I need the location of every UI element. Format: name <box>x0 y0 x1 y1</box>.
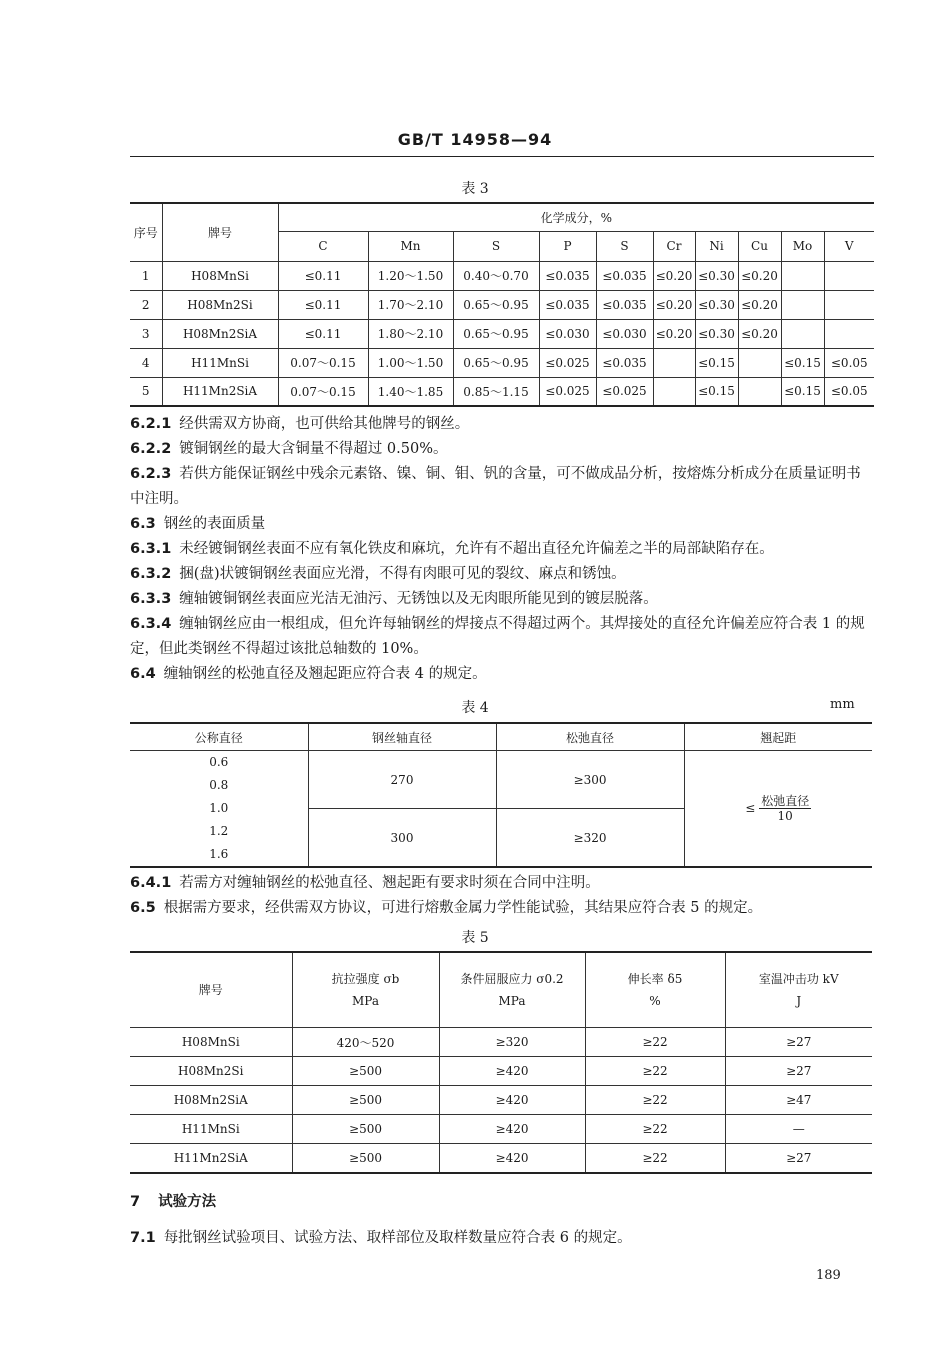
table3-cell-value: 0.40～0.70 <box>453 261 539 290</box>
table3-caption: 表 3 <box>461 181 489 197</box>
table3-cell-value: ≤0.025 <box>539 348 596 377</box>
table3-row <box>130 348 874 377</box>
table5-cell: 420～520 <box>292 1028 439 1057</box>
table3-cell-value: ≤0.035 <box>539 261 596 290</box>
table4-header: 钢丝轴直径 <box>308 723 496 751</box>
table5-cell: ≥320 <box>439 1028 585 1057</box>
table5-row <box>130 1057 872 1086</box>
table3-cell-value: ≤0.11 <box>278 290 368 319</box>
table3-element-header: C <box>278 231 368 261</box>
table3-cell-no: 4 <box>130 348 162 377</box>
paragraphs-6-4-1-and-6-5 <box>130 871 875 921</box>
table5-cell: ≥500 <box>292 1144 439 1173</box>
table4-relaxed-diameter: ≥300 <box>496 751 684 809</box>
table3-cell-value: ≤0.05 <box>824 348 874 377</box>
table5-cell: ≥22 <box>585 1115 725 1144</box>
table4-spool-dimensions <box>130 722 872 868</box>
paragraph: 6.5 根据需方要求，经供需双方协议，可进行熔敷金属力学性能试验，其结果应符合表 5 的规定。 <box>130 900 763 916</box>
paragraph: 6.2.1 经供需双方协商，也可供给其他牌号的钢丝。 <box>130 416 470 432</box>
table3-cell-value: ≤0.15 <box>781 377 824 406</box>
table3-element-header: Mo <box>781 231 824 261</box>
table5-row <box>130 1144 872 1173</box>
paragraph: 6.3.3 缠轴镀铜钢丝表面应光洁无油污、无锈蚀以及无肉眼所能见到的镀层脱落。 <box>130 591 658 607</box>
table5-caption: 表 5 <box>461 930 489 946</box>
table3-cell-value <box>781 290 824 319</box>
table3-cell-value: 1.20～1.50 <box>368 261 453 290</box>
table3-cell-value <box>738 348 781 377</box>
table3-cell-value: 0.65～0.95 <box>453 348 539 377</box>
paragraph: 6.4 缠轴钢丝的松弛直径及翘起距应符合表 4 的规定。 <box>130 666 487 682</box>
table3-cell-value: 0.07～0.15 <box>278 348 368 377</box>
table3-cell-grade: H08Mn2SiA <box>162 319 278 348</box>
table3-cell-value <box>653 377 695 406</box>
paragraph: 6.3.1 未经镀铜钢丝表面不应有氧化铁皮和麻坑，允许有不超出直径允许偏差之半的局部缺陷存在。 <box>130 541 774 557</box>
table3-cell-no: 2 <box>130 290 162 319</box>
table5-cell: ≥420 <box>439 1144 585 1173</box>
table3-element-header: P <box>539 231 596 261</box>
table3-cell-value: ≤0.20 <box>738 261 781 290</box>
table5-cell: — <box>725 1115 872 1144</box>
table3-chemical-composition <box>130 202 874 407</box>
section-7-heading: 7 试验方法 <box>130 1194 217 1210</box>
table3-cell-value <box>781 319 824 348</box>
table3-cell-value: ≤0.20 <box>653 290 695 319</box>
table5-cell: ≥500 <box>292 1057 439 1086</box>
table3-cell-value <box>781 261 824 290</box>
paragraphs-6-2-to-6-4 <box>130 412 875 687</box>
table3-cell-grade: H11Mn2SiA <box>162 377 278 406</box>
table3-cell-value <box>738 377 781 406</box>
paragraph: 6.4.1 若需方对缠轴钢丝的松弛直径、翘起距有要求时须在合同中注明。 <box>130 875 600 891</box>
paragraph: 6.3.2 捆(盘)状镀铜钢丝表面应光滑，不得有肉眼可见的裂纹、麻点和锈蚀。 <box>130 566 626 582</box>
table3-header-grade: 牌号 <box>162 203 278 261</box>
table3-cell-value: ≤0.30 <box>695 319 738 348</box>
table5-header: 牌号 <box>130 952 292 1028</box>
table3-cell-value: ≤0.025 <box>596 377 653 406</box>
table3-cell-no: 1 <box>130 261 162 290</box>
table5-cell: ≥22 <box>585 1086 725 1115</box>
table5-cell: ≥27 <box>725 1057 872 1086</box>
table3-cell-value: ≤0.030 <box>596 319 653 348</box>
table5-header: 抗拉强度 σb MPa <box>292 952 439 1028</box>
table3-cell-no: 3 <box>130 319 162 348</box>
table3-cell-grade: H08MnSi <box>162 261 278 290</box>
table3-header-no: 序号 <box>130 203 162 261</box>
table3-cell-value: 1.00～1.50 <box>368 348 453 377</box>
table5-cell: ≥47 <box>725 1086 872 1115</box>
table3-row <box>130 290 874 319</box>
table5-cell: ≥500 <box>292 1086 439 1115</box>
table3-cell-value: ≤0.035 <box>596 348 653 377</box>
table3-cell-value: ≤0.15 <box>695 348 738 377</box>
paragraph: 6.2.3 若供方能保证钢丝中残余元素铬、镍、铜、钼、钒的含量，可不做成品分析，按熔炼分析成分在质量证明书中注明。 <box>130 466 861 507</box>
table3-cell-value: ≤0.11 <box>278 319 368 348</box>
table3-element-header: Mn <box>368 231 453 261</box>
table3-element-header: Cu <box>738 231 781 261</box>
table5-cell: H11MnSi <box>130 1115 292 1144</box>
table3-cell-value: ≤0.30 <box>695 290 738 319</box>
table3-cell-value: ≤0.11 <box>278 261 368 290</box>
table3-cell-value: 0.07～0.15 <box>278 377 368 406</box>
table3-element-header: S <box>596 231 653 261</box>
table4-spool-diameter: 300 <box>308 809 496 867</box>
table3-cell-value: 1.70～2.10 <box>368 290 453 319</box>
cast-fraction: $\frac{\text{松弛直径}}{10}$ <box>761 794 810 823</box>
table4-header: 松弛直径 <box>496 723 684 751</box>
paragraph: 6.3.4 缠轴钢丝应由一根组成，但允许每轴钢丝的焊接点不得超过两个。其焊接处的直径允许偏差应符合表 1 的规定，但此类钢丝不得超过该批总轴数的 10%。 <box>130 616 865 657</box>
table3-cell-value: ≤0.035 <box>596 261 653 290</box>
table3-cell-value: ≤0.20 <box>653 261 695 290</box>
table4-cast-distance: ≤ $\frac{\text{松弛直径}}{10}$ <box>684 751 872 868</box>
table4-header: 公称直径 <box>130 723 308 751</box>
table5-cell: H08Mn2SiA <box>130 1086 292 1115</box>
table3-element-header: Ni <box>695 231 738 261</box>
table5-cell: ≥500 <box>292 1115 439 1144</box>
standard-header: GB/T 14958—94 <box>397 130 553 149</box>
table3-element-header: V <box>824 231 874 261</box>
table3-element-header: Cr <box>653 231 695 261</box>
table3-cell-value: ≤0.20 <box>738 319 781 348</box>
paragraph-7-1: 7.1 每批钢丝试验项目、试验方法、取样部位及取样数量应符合表 6 的规定。 <box>130 1230 632 1246</box>
table3-cell-value: ≤0.035 <box>596 290 653 319</box>
header-rule <box>130 156 874 157</box>
table3-cell-value: 1.40～1.85 <box>368 377 453 406</box>
table5-cell: H08MnSi <box>130 1028 292 1057</box>
table5-cell: ≥22 <box>585 1144 725 1173</box>
table3-row <box>130 319 874 348</box>
paragraph: 6.3 钢丝的表面质量 <box>130 516 266 532</box>
table5-header: 室温冲击功 kV J <box>725 952 872 1028</box>
table5-header: 条件屈服应力 σ0.2 MPa <box>439 952 585 1028</box>
table3-element-header: S <box>453 231 539 261</box>
table3-cell-value: ≤0.025 <box>539 377 596 406</box>
table3-cell-value: 0.65～0.95 <box>453 319 539 348</box>
table3-row <box>130 261 874 290</box>
page-number: 189 <box>816 1268 841 1283</box>
table5-cell: ≥420 <box>439 1086 585 1115</box>
table4-caption: 表 4 <box>461 700 489 716</box>
table5-cell: ≥420 <box>439 1057 585 1086</box>
table3-cell-value: ≤0.30 <box>695 261 738 290</box>
table5-cell: H11Mn2SiA <box>130 1144 292 1173</box>
table3-cell-no: 5 <box>130 377 162 406</box>
table3-cell-value: 1.80～2.10 <box>368 319 453 348</box>
table4-nominal-diameters: 0.6 0.8 1.0 1.2 1.6 <box>130 751 308 868</box>
table3-cell-value: ≤0.030 <box>539 319 596 348</box>
table5-header: 伸长率 δ5 % <box>585 952 725 1028</box>
paragraph: 6.2.2 镀铜钢丝的最大含铜量不得超过 0.50%。 <box>130 441 448 457</box>
table3-cell-value <box>653 348 695 377</box>
table5-row <box>130 1115 872 1144</box>
table3-cell-grade: H11MnSi <box>162 348 278 377</box>
table3-cell-value <box>824 290 874 319</box>
table4-header: 翘起距 <box>684 723 872 751</box>
table4-unit: mm <box>830 697 855 712</box>
table5-cell: ≥420 <box>439 1115 585 1144</box>
table5-mechanical-properties <box>130 951 872 1174</box>
table3-cell-value <box>824 261 874 290</box>
table3-cell-value: ≤0.15 <box>781 348 824 377</box>
table5-cell: ≥27 <box>725 1144 872 1173</box>
table3-row <box>130 377 874 406</box>
table3-cell-value: 0.65～0.95 <box>453 290 539 319</box>
table3-cell-value: 0.85～1.15 <box>453 377 539 406</box>
table5-row <box>130 1086 872 1115</box>
table5-cell: ≥27 <box>725 1028 872 1057</box>
table3-cell-value: ≤0.20 <box>738 290 781 319</box>
table3-cell-value: ≤0.035 <box>539 290 596 319</box>
table3-header-composition: 化学成分，% <box>278 203 874 231</box>
table3-cell-value: ≤0.20 <box>653 319 695 348</box>
table5-row <box>130 1028 872 1057</box>
table3-cell-value: ≤0.05 <box>824 377 874 406</box>
table3-cell-grade: H08Mn2Si <box>162 290 278 319</box>
table3-cell-value: ≤0.15 <box>695 377 738 406</box>
table3-cell-value <box>824 319 874 348</box>
table5-cell: ≥22 <box>585 1028 725 1057</box>
table5-cell: ≥22 <box>585 1057 725 1086</box>
table4-spool-diameter: 270 <box>308 751 496 809</box>
table5-cell: H08Mn2Si <box>130 1057 292 1086</box>
table4-relaxed-diameter: ≥320 <box>496 809 684 867</box>
